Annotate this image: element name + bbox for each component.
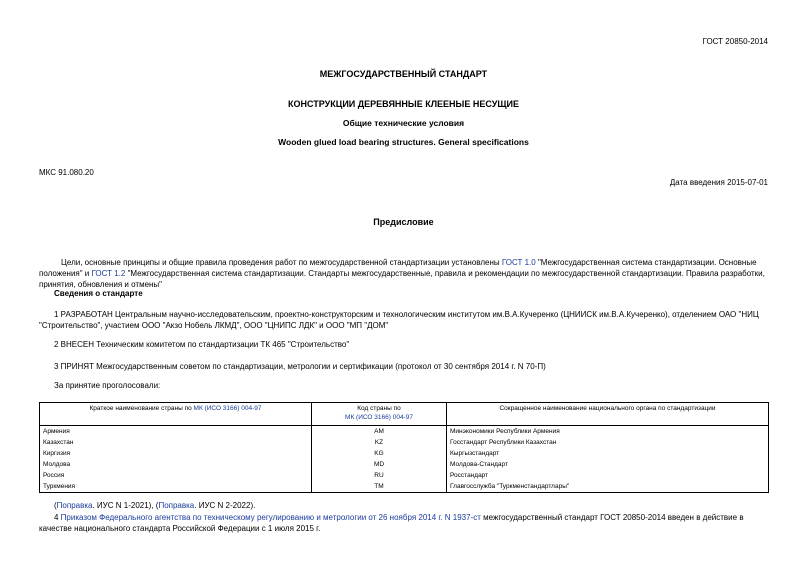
gost-1-0-link[interactable]: ГОСТ 1.0 bbox=[501, 258, 536, 267]
table-row bbox=[40, 426, 769, 438]
code-cell: AM bbox=[312, 426, 447, 438]
gost-1-2-link[interactable]: ГОСТ 1.2 bbox=[91, 269, 126, 278]
intro-date: Дата введения 2015-07-01 bbox=[669, 178, 768, 187]
item-4-text: межгосударственный стандарт ГОСТ 20850-2014 введен в действие в качестве национального стандарта Российской Федерации с 1 июля 2015 г. bbox=[39, 513, 744, 533]
table-row bbox=[40, 437, 769, 448]
mk-iso-link[interactable]: МК (ИСО 3166) 004-97 bbox=[193, 405, 262, 412]
corrections-mid-1: . ИУС N 1-2021), ( bbox=[92, 501, 159, 510]
preface-p1-text-a: Цели, основные принципы и общие правила проведения работ по межгосударственной стандартизации установлены bbox=[61, 258, 502, 267]
country-cell: Туркмения bbox=[40, 481, 312, 493]
voted-label: За принятие проголосовали: bbox=[54, 381, 161, 390]
corrections-open: ( bbox=[54, 501, 57, 510]
table-row bbox=[40, 459, 769, 470]
preface-item-4 bbox=[39, 512, 774, 534]
code-cell: MD bbox=[312, 459, 447, 470]
table-row bbox=[40, 481, 769, 493]
code-cell: RU bbox=[312, 470, 447, 481]
table-header-org: Сокращенное наименование национального органа по стандартизации bbox=[447, 403, 769, 426]
preface-p1-text-c: "Межгосударственная система стандартизации. Стандарты межгосударственные, правила и рекомендации по межгосударственной стандартизации. Правила разработки, принятия, обновления и отмены" bbox=[39, 269, 765, 289]
standard-name-en: Wooden glued load bearing structures. General specifications bbox=[278, 137, 529, 147]
org-cell: Молдова-Стандарт bbox=[447, 459, 769, 470]
table-header-code-text: Код страны по bbox=[357, 405, 401, 412]
table-header-country-text: Краткое наименование страны по bbox=[89, 405, 194, 412]
mks-code: МКС 91.080.20 bbox=[39, 168, 94, 177]
table-header-country bbox=[40, 403, 312, 426]
document-code: ГОСТ 20850-2014 bbox=[702, 37, 768, 46]
code-cell: KZ bbox=[312, 437, 447, 448]
preface-item-1: 1 РАЗРАБОТАН Центральным научно-исследовательским, проектно-конструкторским и технологическим институтом им.В.А.Кучеренко (ЦНИИСК им.В.А.Кучеренко), отделением ОАО "НИЦ "Строительство", участием ООО "Акзо Нобель ЛКМД", ООО "ЦНИПС ЛДК" и ООО "МП "ДОМ" bbox=[39, 310, 759, 330]
table-row bbox=[40, 448, 769, 459]
org-cell: Госстандарт Республики Казахстан bbox=[447, 437, 769, 448]
country-cell: Киргизия bbox=[40, 448, 312, 459]
country-cell: Армения bbox=[40, 426, 312, 438]
org-cell: Главгосслужба "Туркменстандартлары" bbox=[447, 481, 769, 493]
standard-type-title: МЕЖГОСУДАРСТВЕННЫЙ СТАНДАРТ bbox=[319, 69, 488, 79]
org-cell: Минэкономики Республики Армения bbox=[447, 426, 769, 438]
corrections-note bbox=[54, 501, 255, 510]
table-header-code bbox=[312, 403, 447, 426]
preface-item-2: 2 ВНЕСЕН Техническим комитетом по стандартизации ТК 465 "Строительство" bbox=[54, 340, 350, 349]
standard-name-ru: КОНСТРУКЦИИ ДЕРЕВЯННЫЕ КЛЕЕНЫЕ НЕСУЩИЕ bbox=[288, 99, 519, 109]
preface-heading: Предисловие bbox=[373, 217, 434, 227]
country-cell: Россия bbox=[40, 470, 312, 481]
preface-p1-text-b: "Межгосударственная система стандартизации. Основные положения" и bbox=[39, 258, 757, 278]
preface-item-3: 3 ПРИНЯТ Межгосударственным советом по стандартизации, метрологии и сертификации (протокол от 30 сентября 2014 г. N 70-П) bbox=[54, 362, 546, 371]
mk-iso-link[interactable]: МК (ИСО 3166) 004-97 bbox=[345, 414, 413, 421]
code-cell: TM bbox=[312, 481, 447, 493]
correction-link-1[interactable]: Поправка bbox=[56, 501, 93, 510]
country-cell: Молдова bbox=[40, 459, 312, 470]
standard-subtitle-ru: Общие технические условия bbox=[342, 118, 465, 128]
order-link[interactable]: Приказом Федерального агентства по техническому регулированию и метрологии от 26 ноября 2014 г. N 1937-ст bbox=[60, 513, 481, 522]
standard-info-heading: Сведения о стандарте bbox=[54, 289, 143, 298]
country-cell: Казахстан bbox=[40, 437, 312, 448]
preface-paragraph-1 bbox=[39, 257, 769, 290]
org-cell: Росстандарт bbox=[447, 470, 769, 481]
org-cell: Кыргызстандарт bbox=[447, 448, 769, 459]
code-cell: KG bbox=[312, 448, 447, 459]
table-row bbox=[40, 470, 769, 481]
table-header-row bbox=[40, 403, 769, 426]
countries-table bbox=[39, 402, 769, 493]
item-4-number: 4 bbox=[54, 513, 61, 522]
correction-link-2[interactable]: Поправка bbox=[158, 501, 195, 510]
corrections-mid-2: . ИУС N 2-2022). bbox=[194, 501, 256, 510]
